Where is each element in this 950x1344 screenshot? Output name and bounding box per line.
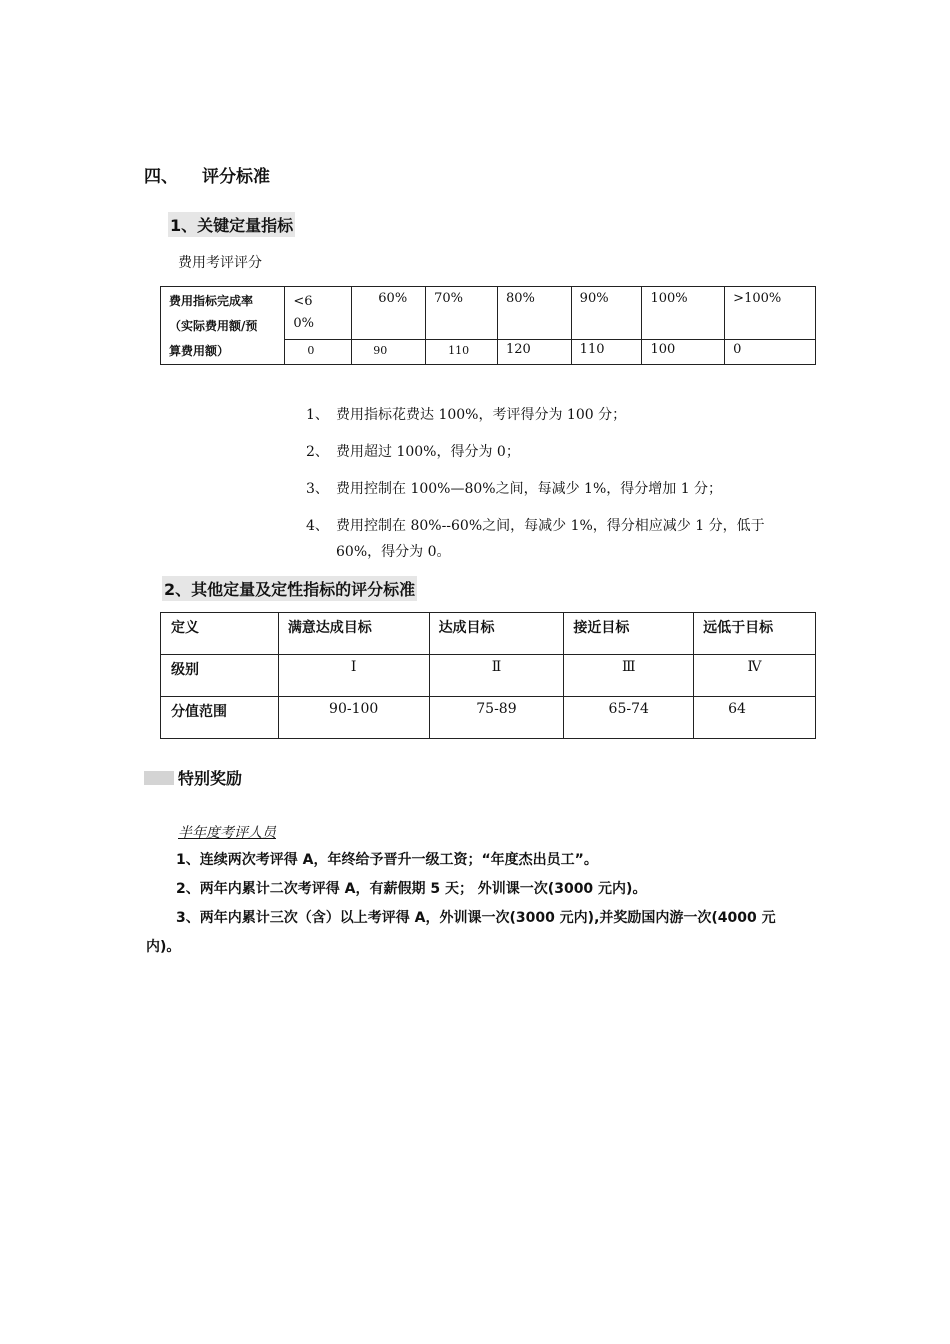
bonus-item: 3、两年内累计三次（含）以上考评得 A，外训课一次(3000 元内),并奖励国内游一次(4000 元内)。 (146, 910, 776, 955)
table-cell: 接近目标 (564, 613, 694, 655)
score-cell: 0 (285, 340, 352, 365)
part1-subheading: 费用考评评分 (178, 255, 262, 271)
table-cell: Ⅲ (564, 655, 694, 697)
table-cell: 达成目标 (429, 613, 564, 655)
score-cell: 120 (497, 340, 571, 365)
table-cell: 分值范围 (161, 697, 279, 739)
part1-heading: 1、关键定量指标 (168, 212, 295, 237)
rule-item (306, 476, 806, 502)
heading-shade (144, 771, 174, 785)
score-cell: 110 (426, 340, 498, 365)
table-cell: 90-100 (278, 697, 429, 739)
rate-cell: 80% (497, 287, 571, 340)
table-cell: Ⅱ (429, 655, 564, 697)
bonus-item: 1、连续两次考评得 A，年终给予晋升一级工资；“年度杰出员工”。 (176, 852, 598, 868)
table-cell: 64 (694, 697, 816, 739)
table-cell: 远低于目标 (694, 613, 816, 655)
rule-item (306, 439, 806, 465)
section-title: 评分标准 (202, 167, 270, 187)
bonus-heading (144, 766, 242, 789)
table-cell: Ⅳ (694, 655, 816, 697)
rule-text: 费用超过 100%，得分为 0； (336, 444, 520, 460)
level-score-table (160, 612, 816, 739)
rate-cell: 70% (426, 287, 498, 340)
score-cell: 0 (725, 340, 816, 365)
table-cell: 65-74 (564, 697, 694, 739)
row-label-line: 算费用额） (169, 344, 230, 358)
rate-cell: 60% (352, 287, 426, 340)
bonus-items (146, 846, 806, 962)
rule-number: 4、 (306, 518, 329, 534)
rules-list (306, 402, 806, 576)
row-label-line: （实际费用额/预 (169, 319, 258, 333)
part2-heading: 2、其他定量及定性指标的评分标准 (162, 576, 417, 601)
table-cell: 级别 (161, 655, 279, 697)
rule-text: 费用控制在 100%—80%之间，每减少 1%，得分增加 1 分； (336, 481, 723, 497)
rule-text: 费用控制在 80%--60%之间，每减少 1%，得分相应减少 1 分，低于 60%，得分为 0。 (336, 518, 765, 560)
table-cell: 75-89 (429, 697, 564, 739)
section-number: 四、 (144, 167, 178, 187)
score-cell: 100 (642, 340, 725, 365)
bonus-title: 特别奖励 (178, 769, 243, 788)
rate-cell: 100% (642, 287, 725, 340)
rule-number: 3、 (306, 481, 329, 497)
rule-item (306, 402, 806, 428)
table-cell: 定义 (161, 613, 279, 655)
cost-score-table (160, 286, 816, 365)
rule-text: 费用指标花费达 100%，考评得分为 100 分； (336, 407, 627, 423)
rule-number: 1、 (306, 407, 329, 423)
score-cell: 90 (352, 340, 426, 365)
rate-cell: >100% (725, 287, 816, 340)
bonus-subtitle: 半年度考评人员 (178, 825, 276, 841)
table-cell: Ⅰ (278, 655, 429, 697)
rate-cell: 90% (571, 287, 642, 340)
rule-item (306, 513, 806, 565)
rate-cell: <60% (285, 287, 352, 340)
rule-number: 2、 (306, 444, 329, 460)
table-cell: 满意达成目标 (278, 613, 429, 655)
row-label-cell (161, 287, 285, 365)
section-heading (144, 162, 270, 187)
score-cell: 110 (571, 340, 642, 365)
bonus-item: 2、两年内累计二次考评得 A，有薪假期 5 天； 外训课一次(3000 元内)。 (176, 881, 647, 897)
row-label-line: 费用指标完成率 (169, 294, 254, 308)
